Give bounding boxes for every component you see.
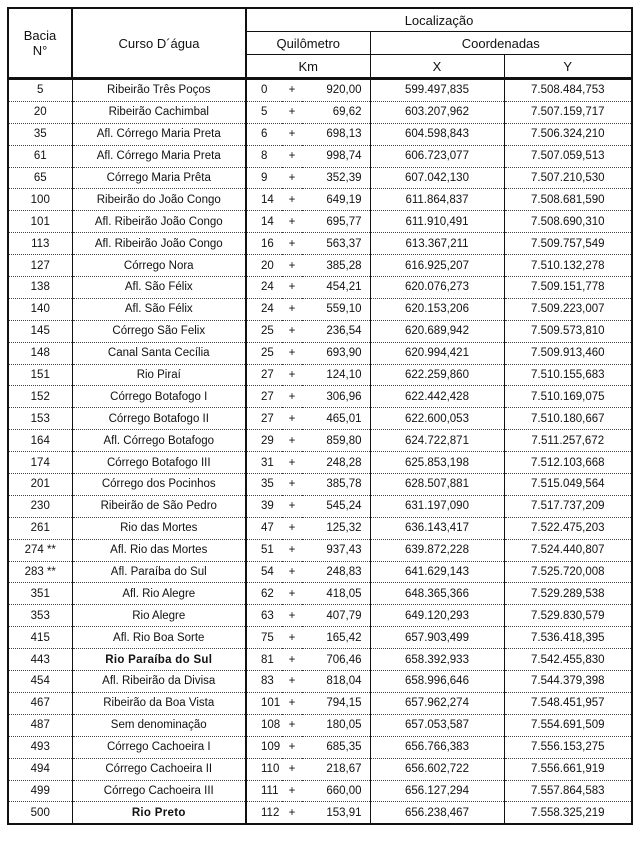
cell-bacia: 138 xyxy=(8,277,72,299)
cell-y: 7.558.325,219 xyxy=(504,802,632,824)
cell-meters: 385,78 xyxy=(302,474,370,496)
cell-bacia: 454 xyxy=(8,671,72,693)
cell-km: 6 xyxy=(246,123,282,145)
cell-curso: Córrego Cachoeira I xyxy=(72,736,246,758)
cell-x: 641.629,143 xyxy=(370,561,504,583)
cell-km: 109 xyxy=(246,736,282,758)
cell-x: 639.872,228 xyxy=(370,539,504,561)
cell-x: 613.367,211 xyxy=(370,233,504,255)
cell-plus: + xyxy=(282,430,302,452)
cell-y: 7.507.210,530 xyxy=(504,167,632,189)
cell-x: 656.766,383 xyxy=(370,736,504,758)
cell-bacia: 140 xyxy=(8,298,72,320)
cell-meters: 695,77 xyxy=(302,211,370,233)
header-quilometro: Quilômetro xyxy=(246,32,370,55)
cell-y: 7.517.737,209 xyxy=(504,495,632,517)
cell-meters: 236,54 xyxy=(302,320,370,342)
cell-meters: 124,10 xyxy=(302,364,370,386)
cell-x: 631.197,090 xyxy=(370,495,504,517)
cell-y: 7.510.180,667 xyxy=(504,408,632,430)
cell-x: 611.864,837 xyxy=(370,189,504,211)
cell-x: 656.602,722 xyxy=(370,758,504,780)
cell-bacia: 494 xyxy=(8,758,72,780)
cell-y: 7.508.690,310 xyxy=(504,211,632,233)
cell-y: 7.544.379,398 xyxy=(504,671,632,693)
cell-km: 20 xyxy=(246,255,282,277)
cell-bacia: 487 xyxy=(8,714,72,736)
cell-km: 5 xyxy=(246,101,282,123)
cell-plus: + xyxy=(282,342,302,364)
cell-curso: Afl. São Félix xyxy=(72,298,246,320)
cell-plus: + xyxy=(282,277,302,299)
table-row xyxy=(8,474,632,496)
table-row xyxy=(8,320,632,342)
cell-curso: Ribeirão da Boa Vista xyxy=(72,692,246,714)
header-bacia-label: Bacia xyxy=(23,28,57,43)
cell-y: 7.556.153,275 xyxy=(504,736,632,758)
cell-meters: 69,62 xyxy=(302,101,370,123)
cell-x: 603.207,962 xyxy=(370,101,504,123)
cell-curso: Rio Preto xyxy=(72,802,246,824)
table-row xyxy=(8,233,632,255)
cell-km: 35 xyxy=(246,474,282,496)
cell-meters: 418,05 xyxy=(302,583,370,605)
cell-bacia: 153 xyxy=(8,408,72,430)
cell-meters: 920,00 xyxy=(302,79,370,102)
cell-bacia: 261 xyxy=(8,517,72,539)
cell-plus: + xyxy=(282,605,302,627)
cell-bacia: 443 xyxy=(8,649,72,671)
table-row xyxy=(8,539,632,561)
cell-meters: 125,32 xyxy=(302,517,370,539)
cell-plus: + xyxy=(282,692,302,714)
cell-plus: + xyxy=(282,189,302,211)
header-bacia-number-label: N° xyxy=(32,43,48,58)
table-row xyxy=(8,211,632,233)
cell-y: 7.511.257,672 xyxy=(504,430,632,452)
cell-bacia: 353 xyxy=(8,605,72,627)
cell-km: 108 xyxy=(246,714,282,736)
cell-km: 25 xyxy=(246,320,282,342)
cell-y: 7.509.913,460 xyxy=(504,342,632,364)
cell-km: 8 xyxy=(246,145,282,167)
cell-curso: Afl. Ribeirão João Congo xyxy=(72,233,246,255)
table-row xyxy=(8,583,632,605)
cell-curso: Ribeirão de São Pedro xyxy=(72,495,246,517)
cell-plus: + xyxy=(282,452,302,474)
table-row xyxy=(8,692,632,714)
cell-curso: Rio Paraíba do Sul xyxy=(72,649,246,671)
table-row xyxy=(8,649,632,671)
cell-bacia: 65 xyxy=(8,167,72,189)
cell-bacia: 35 xyxy=(8,123,72,145)
cell-plus: + xyxy=(282,517,302,539)
cell-meters: 407,79 xyxy=(302,605,370,627)
cell-km: 27 xyxy=(246,386,282,408)
cell-meters: 218,67 xyxy=(302,758,370,780)
cell-km: 47 xyxy=(246,517,282,539)
cell-bacia: 174 xyxy=(8,452,72,474)
cell-km: 101 xyxy=(246,692,282,714)
cell-y: 7.507.159,717 xyxy=(504,101,632,123)
cell-curso: Rio Piraí xyxy=(72,364,246,386)
cell-y: 7.506.324,210 xyxy=(504,123,632,145)
table-row xyxy=(8,342,632,364)
cell-curso: Rio das Mortes xyxy=(72,517,246,539)
cell-km: 110 xyxy=(246,758,282,780)
table-row xyxy=(8,386,632,408)
cell-x: 656.238,467 xyxy=(370,802,504,824)
cell-plus: + xyxy=(282,101,302,123)
cell-y: 7.557.864,583 xyxy=(504,780,632,802)
cell-curso: Córrego Botafogo III xyxy=(72,452,246,474)
cell-x: 657.903,499 xyxy=(370,627,504,649)
cell-y: 7.525.720,008 xyxy=(504,561,632,583)
cell-y: 7.556.661,919 xyxy=(504,758,632,780)
cell-meters: 454,21 xyxy=(302,277,370,299)
cell-x: 628.507,881 xyxy=(370,474,504,496)
cell-km: 0 xyxy=(246,79,282,102)
cell-meters: 693,90 xyxy=(302,342,370,364)
cell-curso: Córrego Nora xyxy=(72,255,246,277)
cell-curso: Rio Alegre xyxy=(72,605,246,627)
table-row xyxy=(8,452,632,474)
cell-plus: + xyxy=(282,408,302,430)
cell-x: 658.996,646 xyxy=(370,671,504,693)
cell-bacia: 499 xyxy=(8,780,72,802)
table-row xyxy=(8,189,632,211)
cell-y: 7.509.757,549 xyxy=(504,233,632,255)
cell-km: 81 xyxy=(246,649,282,671)
table-row xyxy=(8,780,632,802)
cell-curso: Afl. Córrego Maria Preta xyxy=(72,123,246,145)
cell-curso: Córrego Cachoeira III xyxy=(72,780,246,802)
table-row xyxy=(8,430,632,452)
cell-meters: 180,05 xyxy=(302,714,370,736)
header-km-unit: Km xyxy=(246,55,370,79)
cell-plus: + xyxy=(282,671,302,693)
cell-y: 7.515.049,564 xyxy=(504,474,632,496)
table-row xyxy=(8,277,632,299)
cell-meters: 545,24 xyxy=(302,495,370,517)
cell-y: 7.509.151,778 xyxy=(504,277,632,299)
cell-y: 7.542.455,830 xyxy=(504,649,632,671)
cell-curso: Ribeirão do João Congo xyxy=(72,189,246,211)
cell-bacia: 61 xyxy=(8,145,72,167)
cell-bacia: 164 xyxy=(8,430,72,452)
cell-bacia: 415 xyxy=(8,627,72,649)
cell-x: 622.259,860 xyxy=(370,364,504,386)
cell-meters: 685,35 xyxy=(302,736,370,758)
table-row xyxy=(8,714,632,736)
cell-x: 636.143,417 xyxy=(370,517,504,539)
cell-plus: + xyxy=(282,583,302,605)
cell-x: 604.598,843 xyxy=(370,123,504,145)
cell-km: 31 xyxy=(246,452,282,474)
cell-curso: Ribeirão Três Poços xyxy=(72,79,246,102)
cell-plus: + xyxy=(282,233,302,255)
cell-y: 7.508.484,753 xyxy=(504,79,632,102)
cell-y: 7.529.289,538 xyxy=(504,583,632,605)
cell-y: 7.536.418,395 xyxy=(504,627,632,649)
cell-x: 616.925,207 xyxy=(370,255,504,277)
table-row xyxy=(8,561,632,583)
table-row xyxy=(8,255,632,277)
cell-plus: + xyxy=(282,561,302,583)
cell-plus: + xyxy=(282,123,302,145)
cell-plus: + xyxy=(282,736,302,758)
cell-bacia: 127 xyxy=(8,255,72,277)
cell-meters: 465,01 xyxy=(302,408,370,430)
cell-plus: + xyxy=(282,780,302,802)
cell-km: 27 xyxy=(246,364,282,386)
cell-curso: Córrego Botafogo I xyxy=(72,386,246,408)
table-header xyxy=(8,8,632,79)
cell-km: 51 xyxy=(246,539,282,561)
cell-bacia: 500 xyxy=(8,802,72,824)
cell-x: 622.442,428 xyxy=(370,386,504,408)
cell-y: 7.548.451,957 xyxy=(504,692,632,714)
cell-x: 624.722,871 xyxy=(370,430,504,452)
cell-curso: Afl. Paraíba do Sul xyxy=(72,561,246,583)
cell-bacia: 283 ** xyxy=(8,561,72,583)
cell-meters: 698,13 xyxy=(302,123,370,145)
cell-x: 657.053,587 xyxy=(370,714,504,736)
cell-meters: 818,04 xyxy=(302,671,370,693)
cell-plus: + xyxy=(282,255,302,277)
cell-meters: 165,42 xyxy=(302,627,370,649)
cell-meters: 306,96 xyxy=(302,386,370,408)
cell-bacia: 152 xyxy=(8,386,72,408)
cell-x: 611.910,491 xyxy=(370,211,504,233)
cell-bacia: 5 xyxy=(8,79,72,102)
cell-bacia: 148 xyxy=(8,342,72,364)
cell-bacia: 113 xyxy=(8,233,72,255)
table-row xyxy=(8,495,632,517)
cell-plus: + xyxy=(282,758,302,780)
cell-plus: + xyxy=(282,474,302,496)
table-row xyxy=(8,298,632,320)
header-curso: Curso D´água xyxy=(72,8,246,79)
cell-curso: Córrego dos Pocinhos xyxy=(72,474,246,496)
cell-bacia: 100 xyxy=(8,189,72,211)
table-row xyxy=(8,736,632,758)
cell-km: 24 xyxy=(246,277,282,299)
cell-plus: + xyxy=(282,145,302,167)
cell-x: 607.042,130 xyxy=(370,167,504,189)
cell-y: 7.554.691,509 xyxy=(504,714,632,736)
cell-km: 111 xyxy=(246,780,282,802)
cell-curso: Afl. Rio Boa Sorte xyxy=(72,627,246,649)
header-localizacao: Localização xyxy=(246,8,632,32)
cell-x: 620.076,273 xyxy=(370,277,504,299)
cell-km: 14 xyxy=(246,211,282,233)
table-row xyxy=(8,605,632,627)
cell-bacia: 230 xyxy=(8,495,72,517)
cell-meters: 649,19 xyxy=(302,189,370,211)
cell-y: 7.529.830,579 xyxy=(504,605,632,627)
cell-x: 648.365,366 xyxy=(370,583,504,605)
cell-x: 625.853,198 xyxy=(370,452,504,474)
table-row xyxy=(8,671,632,693)
cell-km: 62 xyxy=(246,583,282,605)
cell-x: 658.392,933 xyxy=(370,649,504,671)
table-row xyxy=(8,123,632,145)
cell-bacia: 493 xyxy=(8,736,72,758)
cell-plus: + xyxy=(282,79,302,102)
cell-km: 83 xyxy=(246,671,282,693)
cell-plus: + xyxy=(282,298,302,320)
cell-km: 25 xyxy=(246,342,282,364)
cell-meters: 559,10 xyxy=(302,298,370,320)
cell-bacia: 351 xyxy=(8,583,72,605)
cell-plus: + xyxy=(282,167,302,189)
cell-km: 39 xyxy=(246,495,282,517)
cell-y: 7.510.132,278 xyxy=(504,255,632,277)
cell-km: 54 xyxy=(246,561,282,583)
cell-x: 649.120,293 xyxy=(370,605,504,627)
cell-curso: Afl. Córrego Maria Preta xyxy=(72,145,246,167)
cell-curso: Córrego São Felix xyxy=(72,320,246,342)
cell-meters: 998,74 xyxy=(302,145,370,167)
cell-km: 63 xyxy=(246,605,282,627)
header-x: X xyxy=(370,55,504,79)
cell-meters: 153,91 xyxy=(302,802,370,824)
table-row xyxy=(8,408,632,430)
table-row xyxy=(8,627,632,649)
table-row xyxy=(8,145,632,167)
cell-plus: + xyxy=(282,649,302,671)
cell-x: 599.497,835 xyxy=(370,79,504,102)
cell-meters: 660,00 xyxy=(302,780,370,802)
cell-y: 7.510.155,683 xyxy=(504,364,632,386)
cell-km: 16 xyxy=(246,233,282,255)
cell-curso: Afl. Ribeirão da Divisa xyxy=(72,671,246,693)
table-row xyxy=(8,758,632,780)
cell-plus: + xyxy=(282,714,302,736)
cell-plus: + xyxy=(282,627,302,649)
cell-bacia: 201 xyxy=(8,474,72,496)
cell-plus: + xyxy=(282,802,302,824)
cell-km: 27 xyxy=(246,408,282,430)
cell-curso: Afl. Rio Alegre xyxy=(72,583,246,605)
header-bacia xyxy=(8,8,72,79)
cell-km: 75 xyxy=(246,627,282,649)
cell-y: 7.524.440,807 xyxy=(504,539,632,561)
cell-meters: 248,28 xyxy=(302,452,370,474)
cell-curso: Córrego Maria Prêta xyxy=(72,167,246,189)
cell-curso: Afl. Córrego Botafogo xyxy=(72,430,246,452)
cell-plus: + xyxy=(282,495,302,517)
cell-x: 620.153,206 xyxy=(370,298,504,320)
table-row xyxy=(8,364,632,386)
cell-curso: Córrego Botafogo II xyxy=(72,408,246,430)
cell-plus: + xyxy=(282,539,302,561)
cell-x: 656.127,294 xyxy=(370,780,504,802)
river-basin-table-container xyxy=(7,7,631,825)
table-row xyxy=(8,101,632,123)
cell-bacia: 151 xyxy=(8,364,72,386)
cell-curso: Ribeirão Cachimbal xyxy=(72,101,246,123)
cell-y: 7.509.223,007 xyxy=(504,298,632,320)
cell-plus: + xyxy=(282,211,302,233)
cell-y: 7.509.573,810 xyxy=(504,320,632,342)
cell-y: 7.510.169,075 xyxy=(504,386,632,408)
cell-curso: Afl. Rio das Mortes xyxy=(72,539,246,561)
cell-meters: 859,80 xyxy=(302,430,370,452)
table-row xyxy=(8,167,632,189)
river-basin-table xyxy=(7,7,633,825)
cell-x: 622.600,053 xyxy=(370,408,504,430)
table-row xyxy=(8,517,632,539)
cell-bacia: 467 xyxy=(8,692,72,714)
cell-plus: + xyxy=(282,320,302,342)
cell-meters: 563,37 xyxy=(302,233,370,255)
cell-meters: 937,43 xyxy=(302,539,370,561)
cell-x: 620.994,421 xyxy=(370,342,504,364)
header-y: Y xyxy=(504,55,632,79)
cell-curso: Córrego Cachoeira II xyxy=(72,758,246,780)
cell-curso: Sem denominação xyxy=(72,714,246,736)
table-row xyxy=(8,802,632,824)
cell-x: 657.962,274 xyxy=(370,692,504,714)
cell-bacia: 274 ** xyxy=(8,539,72,561)
cell-km: 29 xyxy=(246,430,282,452)
cell-km: 24 xyxy=(246,298,282,320)
cell-bacia: 101 xyxy=(8,211,72,233)
cell-y: 7.507.059,513 xyxy=(504,145,632,167)
cell-bacia: 20 xyxy=(8,101,72,123)
header-coordenadas: Coordenadas xyxy=(370,32,632,55)
table-row xyxy=(8,79,632,102)
cell-plus: + xyxy=(282,364,302,386)
cell-y: 7.508.681,590 xyxy=(504,189,632,211)
cell-bacia: 145 xyxy=(8,320,72,342)
cell-km: 14 xyxy=(246,189,282,211)
cell-meters: 248,83 xyxy=(302,561,370,583)
cell-curso: Canal Santa Cecília xyxy=(72,342,246,364)
cell-curso: Afl. Ribeirão João Congo xyxy=(72,211,246,233)
cell-y: 7.522.475,203 xyxy=(504,517,632,539)
cell-meters: 352,39 xyxy=(302,167,370,189)
cell-y: 7.512.103,668 xyxy=(504,452,632,474)
cell-km: 112 xyxy=(246,802,282,824)
cell-x: 620.689,942 xyxy=(370,320,504,342)
cell-plus: + xyxy=(282,386,302,408)
table-body xyxy=(8,79,632,825)
cell-km: 9 xyxy=(246,167,282,189)
cell-meters: 385,28 xyxy=(302,255,370,277)
cell-x: 606.723,077 xyxy=(370,145,504,167)
cell-meters: 706,46 xyxy=(302,649,370,671)
cell-meters: 794,15 xyxy=(302,692,370,714)
cell-curso: Afl. São Félix xyxy=(72,277,246,299)
